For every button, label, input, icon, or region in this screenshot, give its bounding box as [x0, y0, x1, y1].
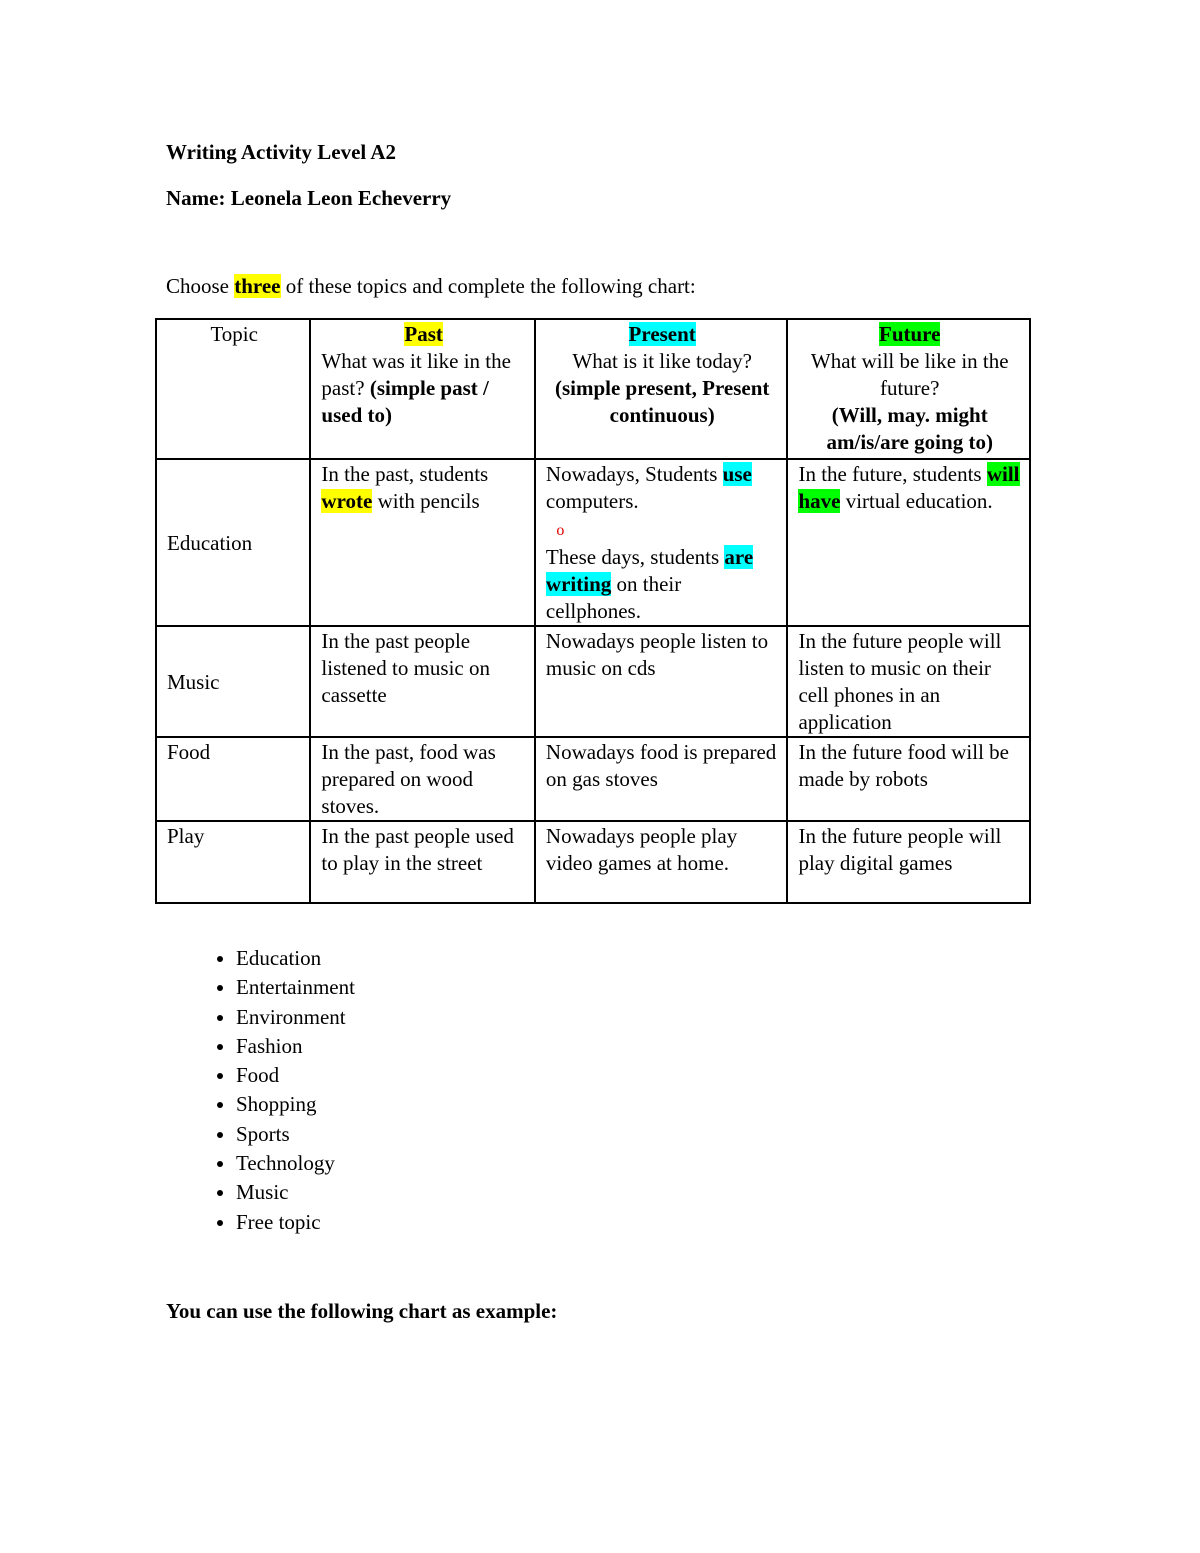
music-future: In the future people will listen to music on their cell phones in an application — [787, 626, 1030, 737]
table-row — [156, 626, 1030, 737]
cell-text: on their cellphones. — [545, 572, 682, 623]
list-item: • Shopping — [236, 1090, 355, 1119]
cell-text: Nowadays, Students — [545, 462, 723, 486]
example-note: You can use the following chart as example: — [166, 1299, 558, 1323]
topic-music: Music — [156, 626, 310, 737]
list-item: • Sports — [236, 1120, 355, 1149]
table-row — [156, 737, 1030, 821]
list-item: • Environment — [236, 1003, 355, 1032]
play-past: In the past people used to play in the street — [310, 821, 535, 903]
cell-text: computers. — [545, 489, 639, 513]
header-topic: Topic — [156, 319, 310, 459]
topics-list — [200, 944, 355, 1237]
list-item: • Food — [236, 1061, 355, 1090]
list-item: • Music — [236, 1178, 355, 1207]
food-present: Nowadays food is prepared on gas stoves — [535, 737, 788, 821]
future-label: Future — [879, 322, 941, 346]
cell-text: In the future, students — [798, 462, 987, 486]
education-past — [310, 459, 535, 626]
list-item: • Education — [236, 944, 355, 973]
music-past: In the past people listened to music on cassette — [310, 626, 535, 737]
future-question: What will be like in the future? — [810, 349, 1009, 400]
future-grammar: (Will, may. might am/is/are going to) — [826, 403, 993, 454]
play-present: Nowadays people play video games at home. — [535, 821, 788, 903]
topic-food: Food — [156, 737, 310, 821]
past-verb-highlight: wrote — [321, 489, 373, 513]
play-future: In the future people will play digital games — [787, 821, 1030, 903]
instruction-highlight: three — [234, 274, 281, 298]
header-row — [156, 319, 1030, 459]
or-marker: o — [556, 522, 565, 539]
music-present: Nowadays people listen to music on cds — [535, 626, 788, 737]
cell-text: with pencils — [372, 489, 480, 513]
cell-text: These days, students — [545, 545, 725, 569]
instruction-text — [166, 274, 696, 299]
food-future: In the future food will be made by robots — [787, 737, 1030, 821]
list-item: • Free topic — [236, 1208, 355, 1237]
header-present — [535, 319, 788, 459]
table-row — [156, 459, 1030, 626]
present-label: Present — [628, 322, 696, 346]
topic-play: Play — [156, 821, 310, 903]
present-question: What is it like today? — [572, 349, 752, 373]
table-row — [156, 821, 1030, 903]
header-past — [310, 319, 535, 459]
header-future — [787, 319, 1030, 459]
present-verb-highlight: use — [722, 462, 752, 486]
list-item: • Fashion — [236, 1032, 355, 1061]
past-grammar: (simple past / used to) — [321, 376, 489, 427]
past-question-block — [321, 348, 526, 429]
cell-text: In the past, students — [321, 462, 489, 486]
instruction-after: of these topics and complete the following chart: — [280, 274, 696, 298]
cell-text: virtual education. — [840, 489, 993, 513]
food-past: In the past, food was prepared on wood stoves. — [310, 737, 535, 821]
education-present — [535, 459, 788, 626]
present-continuous-highlight: are writing — [545, 545, 754, 596]
past-question: What was it like in the past? — [321, 349, 511, 400]
student-name: Name: Leonela Leon Echeverry — [166, 186, 452, 210]
past-label: Past — [404, 322, 443, 346]
list-item: • Technology — [236, 1149, 355, 1178]
present-grammar: (simple present, Present continuous) — [554, 376, 770, 427]
document-title: Writing Activity Level A2 — [166, 140, 397, 164]
topic-education: Education — [156, 459, 310, 626]
education-future — [787, 459, 1030, 626]
future-verb-highlight: will have — [798, 462, 1020, 513]
topics-chart — [155, 318, 1031, 904]
instruction-before: Choose — [166, 274, 235, 298]
list-item: • Entertainment — [236, 973, 355, 1002]
